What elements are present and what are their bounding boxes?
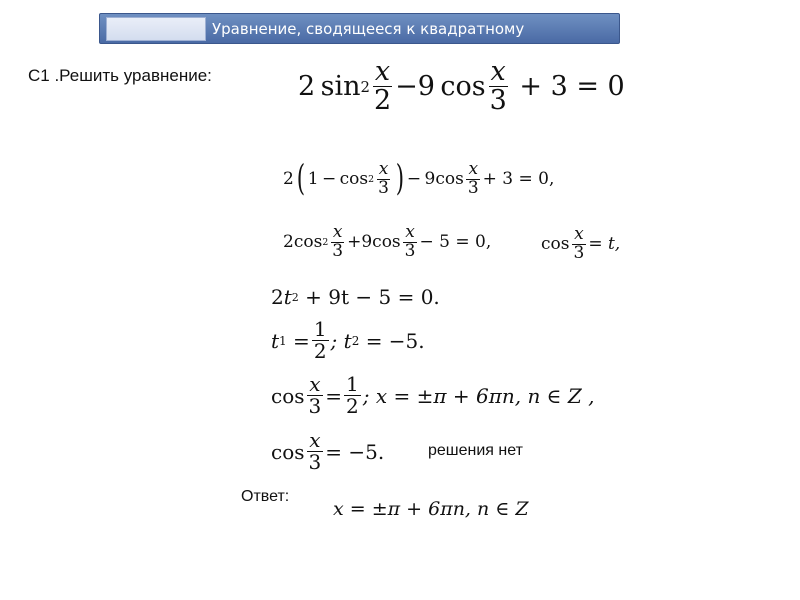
- roots-equation: t 1 = $\frac{1}{2}$ ; t 2 = −5.: [271, 317, 425, 363]
- slide-title: Уравнение, сводящееся к квадратному: [212, 20, 525, 38]
- answer-equation: x = ±π + 6πn, n ∈ Z: [333, 498, 529, 520]
- step-equation-1: 2 ( 1 − cos 2 $\frac{x}{3}$ ) − 9 cos $\frac{x}{3}$ + 3 = 0,: [283, 158, 555, 200]
- solution-equation-2: cos $\frac{x}{3}$ = −5.: [271, 428, 385, 474]
- step-equation-2: 2 cos 2 $\frac{x}{3}$ + 9 cos $\frac{x}{3}$ − 5 = 0,: [283, 222, 492, 261]
- quadratic-equation: 2 t 2 + 9t − 5 = 0.: [271, 285, 440, 309]
- title-banner: [99, 13, 620, 44]
- main-equation: 2 sin 2 $\frac{x}{2}$ − 9 cos $\frac{x}{3}$ + 3 = 0: [298, 56, 625, 117]
- solution-equation-1: cos $\frac{x}{3}$ = $\frac{1}{2}$ ; x = ±π + 6πn, n ∈ Z ,: [271, 372, 595, 418]
- task-label: С1 .Решить уравнение:: [28, 66, 212, 85]
- no-solution-note: решения нет: [428, 442, 523, 459]
- substitution-equation: cos $\frac{x}{3}$ = t,: [541, 224, 621, 263]
- banner-decor-box: [106, 17, 206, 41]
- answer-label: Ответ:: [241, 488, 290, 505]
